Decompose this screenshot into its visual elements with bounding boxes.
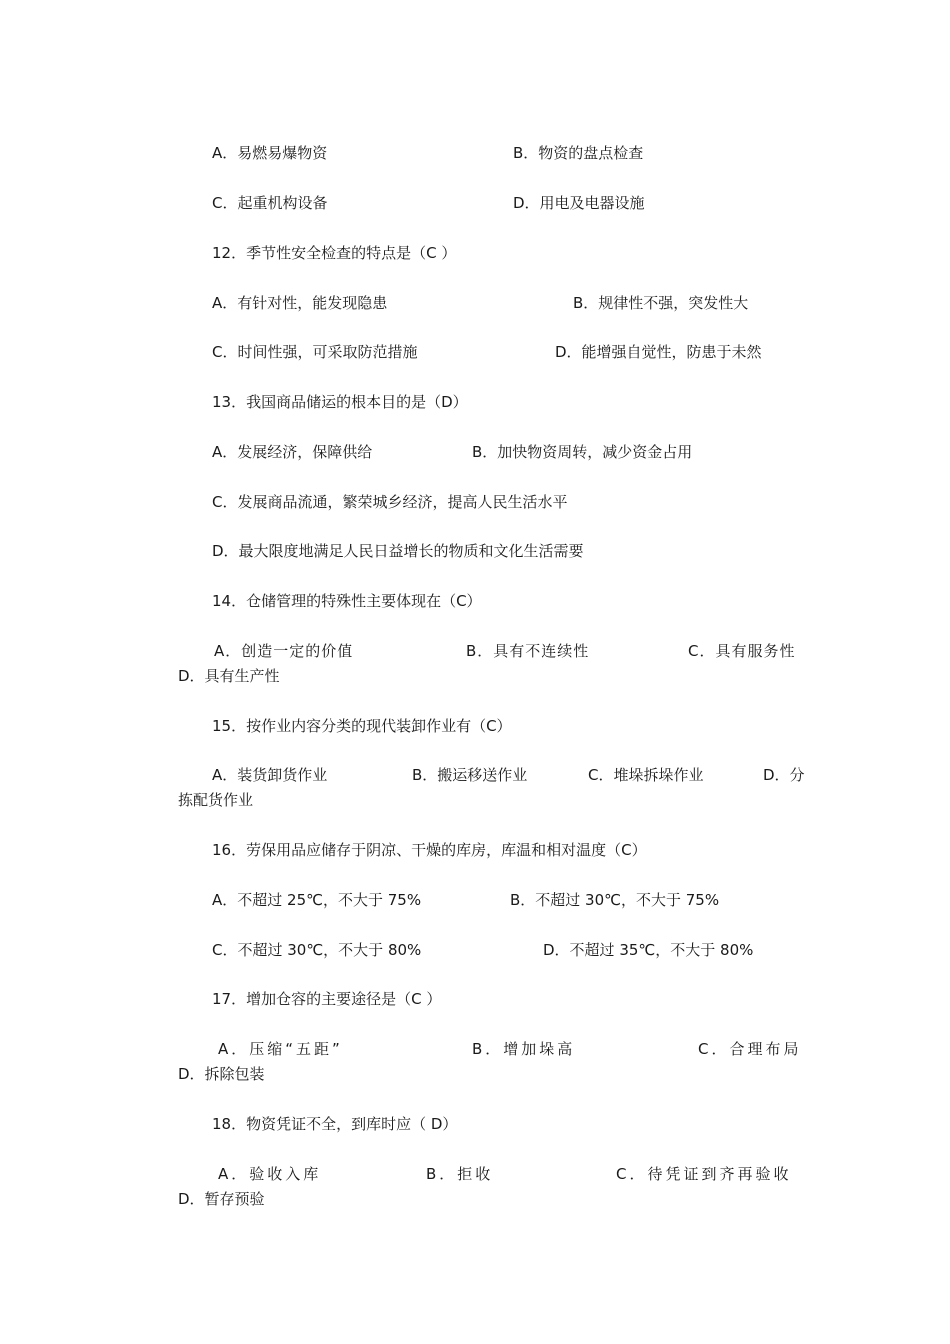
q18-option-c: C．待凭证到齐再验收 (616, 1165, 792, 1183)
q17-option-c: C．合理布局 (698, 1040, 802, 1058)
q12-option-a: A．有针对性，能发现隐患 (212, 294, 388, 312)
q18-option-b: B．拒收 (426, 1165, 494, 1183)
q14-option-a: A．创造一定的价值 (214, 642, 354, 660)
q11-option-b: B．物资的盘点检查 (513, 144, 644, 162)
q12-question: 12．季节性安全检查的特点是（C ） (212, 244, 457, 262)
q16-question: 16．劳保用品应储存于阴凉、干燥的库房，库温和相对温度（C） (212, 841, 647, 859)
q18-option-a: A．验收入库 (218, 1165, 322, 1183)
q15-option-d-continued: 拣配货作业 (178, 791, 254, 809)
q16-option-c: C．不超过 30℃，不大于 80% (212, 941, 422, 959)
q11-option-c: C．起重机构设备 (212, 194, 328, 212)
q13-question: 13．我国商品储运的根本目的是（D） (212, 393, 468, 411)
q17-option-d: D．拆除包装 (178, 1065, 265, 1083)
q16-option-d: D．不超过 35℃，不大于 80% (543, 941, 754, 959)
q14-option-c: C．具有服务性 (688, 642, 796, 660)
q13-option-d: D．最大限度地满足人民日益增长的物质和文化生活需要 (212, 542, 584, 560)
q17-option-a: A．压缩“五距” (218, 1040, 343, 1058)
q14-option-d: D．具有生产性 (178, 667, 280, 685)
q11-option-a: A．易燃易爆物资 (212, 144, 328, 162)
q12-option-c: C．时间性强，可采取防范措施 (212, 343, 418, 361)
q15-option-a: A．装货卸货作业 (212, 766, 328, 784)
q15-option-b: B．搬运移送作业 (412, 766, 528, 784)
q16-option-a: A．不超过 25℃，不大于 75% (212, 891, 422, 909)
q14-option-b: B．具有不连续性 (466, 642, 590, 660)
q13-option-c: C．发展商品流通，繁荣城乡经济，提高人民生活水平 (212, 493, 568, 511)
q12-option-d: D．能增强自觉性，防患于未然 (555, 343, 762, 361)
q15-option-c: C．堆垛拆垛作业 (588, 766, 704, 784)
q13-option-b: B．加快物资周转，减少资金占用 (472, 443, 693, 461)
q17-question: 17．增加仓容的主要途径是（C ） (212, 990, 442, 1008)
q16-option-b: B．不超过 30℃，不大于 75% (510, 891, 720, 909)
q12-option-b: B．规律性不强，突发性大 (573, 294, 749, 312)
q15-question: 15．按作业内容分类的现代装卸作业有（C） (212, 717, 512, 735)
q17-option-b: B．增加垛高 (472, 1040, 576, 1058)
q15-option-d: D．分 (763, 766, 805, 784)
q13-option-a: A．发展经济，保障供给 (212, 443, 373, 461)
q11-option-d: D．用电及电器设施 (513, 194, 645, 212)
q18-option-d: D．暂存预验 (178, 1190, 265, 1208)
q14-question: 14．仓储管理的特殊性主要体现在（C） (212, 592, 482, 610)
q18-question: 18．物资凭证不全，到库时应（ D） (212, 1115, 458, 1133)
